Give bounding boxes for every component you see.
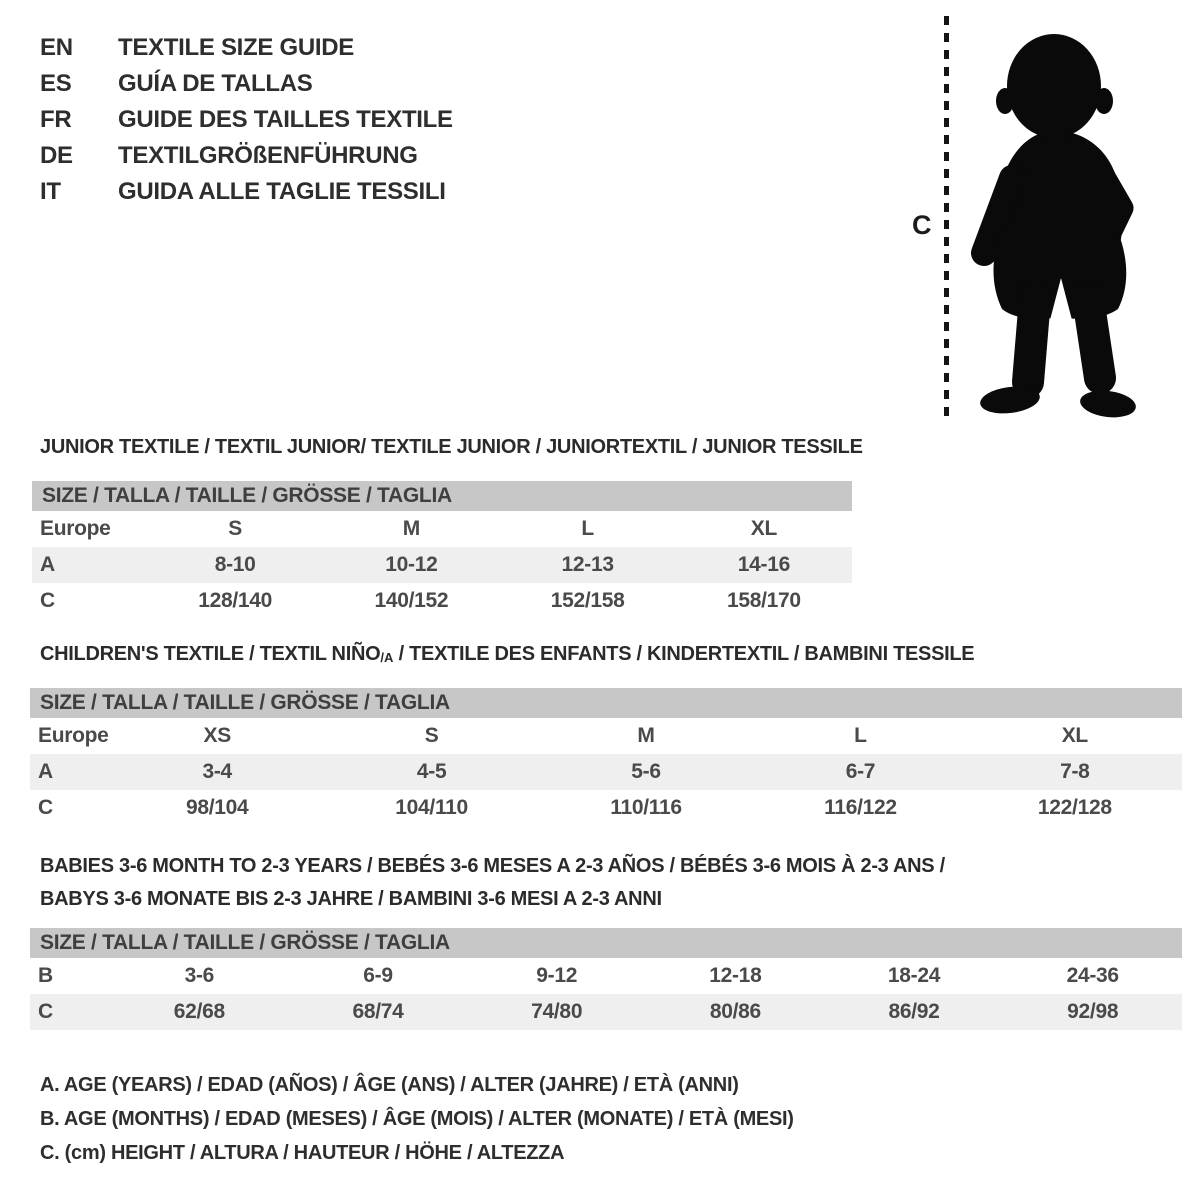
table-cell: 3-6 bbox=[184, 964, 215, 987]
table-cell: 116/122 bbox=[824, 796, 897, 819]
row-label: Europe bbox=[40, 517, 111, 540]
language-title: GUÍA DE TALLAS bbox=[118, 70, 313, 97]
babies-title-line1: BABIES 3-6 MONTH TO 2-3 YEARS / BEBÉS 3-6 MESES A 2-3 AÑOS / BÉBÉS 3-6 MOIS À 2-3 ANS / bbox=[40, 855, 945, 877]
row-label: Europe bbox=[38, 724, 109, 747]
junior-section-title: JUNIOR TEXTILE / TEXTIL JUNIOR/ TEXTILE JUNIOR / JUNIORTEXTIL / JUNIOR TESSILE bbox=[40, 436, 863, 458]
table-cell: 10-12 bbox=[385, 553, 438, 576]
table-cell: 140/152 bbox=[374, 589, 449, 612]
table-cell: L bbox=[854, 724, 867, 747]
row-label: C bbox=[38, 796, 53, 819]
table-row-height bbox=[32, 583, 852, 619]
row-label: C bbox=[38, 1000, 53, 1023]
language-code: IT bbox=[40, 178, 61, 205]
children-size-table bbox=[30, 688, 1182, 826]
table-cell: 74/80 bbox=[531, 1000, 583, 1023]
table-cell: 6-7 bbox=[845, 760, 876, 783]
legend-age-years: A. AGE (YEARS) / EDAD (AÑOS) / ÂGE (ANS) / ALTER (JAHRE) / ETÀ (ANNI) bbox=[40, 1074, 739, 1096]
language-title: GUIDA ALLE TAGLIE TESSILI bbox=[118, 178, 446, 205]
language-code: DE bbox=[40, 142, 73, 169]
table-row-europe bbox=[30, 718, 1182, 754]
language-code: FR bbox=[40, 106, 72, 133]
babies-size-table bbox=[30, 928, 1182, 1030]
row-label: C bbox=[40, 589, 55, 612]
table-cell: 98/104 bbox=[185, 796, 249, 819]
legend-age-months: B. AGE (MONTHS) / EDAD (MESES) / ÂGE (MOIS) / ALTER (MONATE) / ETÀ (MESI) bbox=[40, 1108, 794, 1130]
language-title: GUIDE DES TAILLES TEXTILE bbox=[118, 106, 453, 133]
table-cell: 12-18 bbox=[709, 964, 762, 987]
legend-height: C. (cm) HEIGHT / ALTURA / HAUTEUR / HÖHE / ALTEZZA bbox=[40, 1142, 565, 1164]
table-cell: XS bbox=[203, 724, 231, 747]
table-cell: 5-6 bbox=[631, 760, 661, 783]
table-cell: XL bbox=[750, 517, 777, 540]
table-cell: 104/110 bbox=[395, 796, 468, 819]
table-cell: 3-4 bbox=[202, 760, 232, 783]
language-row-en bbox=[40, 30, 453, 66]
language-title: TEXTILE SIZE GUIDE bbox=[118, 34, 354, 61]
language-row-de bbox=[40, 138, 453, 174]
table-row-age-years bbox=[30, 754, 1182, 790]
table-row-age-years bbox=[32, 547, 852, 583]
table-cell: S bbox=[228, 517, 242, 540]
table-cell: 62/68 bbox=[173, 1000, 225, 1023]
babies-title-line2: BABYS 3-6 MONATE BIS 2-3 JAHRE / BAMBINI 3-6 MESI A 2-3 ANNI bbox=[40, 888, 662, 910]
table-cell: 92/98 bbox=[1067, 1000, 1119, 1023]
table-cell: 152/158 bbox=[550, 589, 625, 612]
language-code: EN bbox=[40, 34, 73, 61]
table-cell: 122/128 bbox=[1037, 796, 1112, 819]
language-title: TEXTILGRÖßENFÜHRUNG bbox=[118, 142, 418, 169]
table-row-europe bbox=[32, 511, 852, 547]
table-cell: 18-24 bbox=[887, 964, 941, 987]
language-row-fr bbox=[40, 102, 453, 138]
children-title-prefix: CHILDREN'S TEXTILE / TEXTIL NIÑO bbox=[40, 643, 381, 665]
size-header-bar: SIZE / TALLA / TAILLE / GRÖSSE / TAGLIA bbox=[30, 688, 1182, 718]
table-cell: 7-8 bbox=[1060, 760, 1090, 783]
row-label: B bbox=[38, 964, 53, 987]
table-row-height bbox=[30, 994, 1182, 1030]
language-row-it bbox=[40, 174, 453, 210]
table-cell: 4-5 bbox=[416, 760, 447, 783]
row-label: A bbox=[38, 760, 53, 783]
table-row-age-months bbox=[30, 958, 1182, 994]
table-cell: XL bbox=[1061, 724, 1088, 747]
legend-block bbox=[40, 1068, 794, 1170]
table-cell: M bbox=[402, 517, 420, 540]
table-cell: 12-13 bbox=[561, 553, 614, 576]
table-cell: 68/74 bbox=[352, 1000, 404, 1023]
height-measure-dashed-line bbox=[944, 16, 949, 416]
children-title-suffix: / TEXTILE DES ENFANTS / KINDERTEXTIL / BAMBINI TESSILE bbox=[393, 643, 975, 665]
children-title-sub: /A bbox=[380, 650, 394, 665]
table-cell: 86/92 bbox=[888, 1000, 940, 1023]
height-measure-label: C bbox=[912, 210, 932, 240]
table-cell: 128/140 bbox=[198, 589, 273, 612]
table-cell: 80/86 bbox=[709, 1000, 761, 1023]
babies-section-title bbox=[40, 850, 945, 916]
table-cell: M bbox=[637, 724, 655, 747]
table-cell: 110/116 bbox=[610, 796, 682, 819]
table-cell: 9-12 bbox=[536, 964, 578, 987]
size-header-bar: SIZE / TALLA / TAILLE / GRÖSSE / TAGLIA bbox=[30, 928, 1182, 958]
junior-size-table bbox=[32, 481, 852, 619]
toddler-silhouette-icon bbox=[958, 20, 1158, 425]
table-cell: 24-36 bbox=[1066, 964, 1119, 987]
table-row-height bbox=[30, 790, 1182, 826]
size-header-bar: SIZE / TALLA / TAILLE / GRÖSSE / TAGLIA bbox=[32, 481, 852, 511]
language-code: ES bbox=[40, 70, 72, 97]
children-section-title bbox=[40, 643, 974, 669]
language-title-list bbox=[40, 30, 453, 210]
table-cell: L bbox=[581, 517, 594, 540]
row-label: A bbox=[40, 553, 55, 576]
language-row-es bbox=[40, 66, 453, 102]
table-cell: S bbox=[424, 724, 439, 747]
table-cell: 8-10 bbox=[214, 553, 256, 576]
table-cell: 14-16 bbox=[737, 553, 790, 576]
table-cell: 158/170 bbox=[726, 589, 801, 612]
table-cell: 6-9 bbox=[363, 964, 393, 987]
